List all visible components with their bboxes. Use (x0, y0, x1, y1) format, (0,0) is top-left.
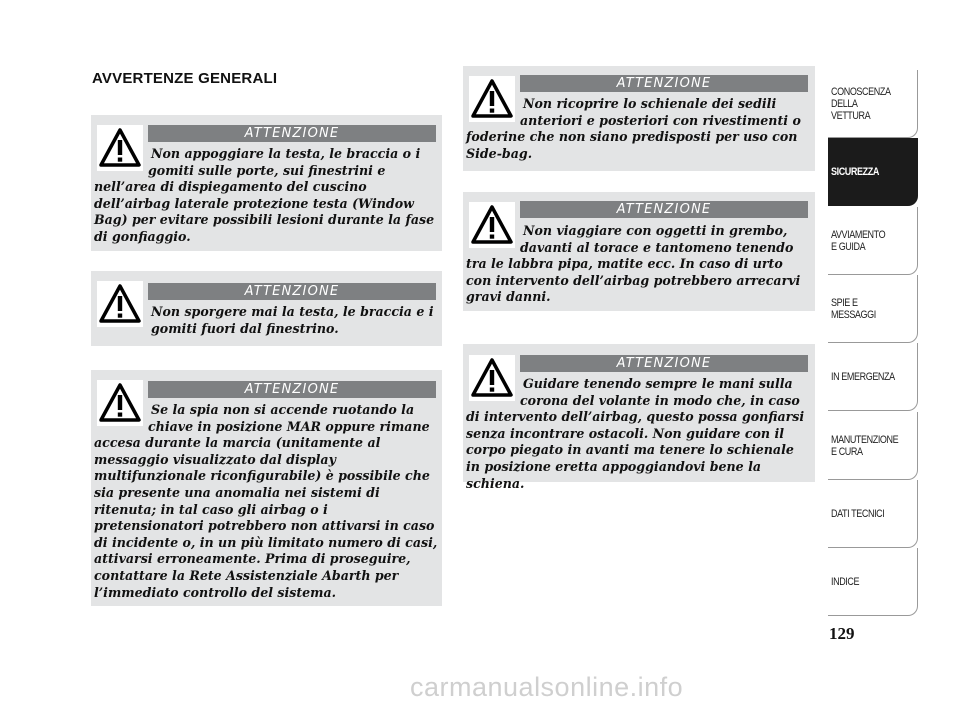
warning-box (463, 344, 815, 491)
warning-label: ATTENZIONE (520, 355, 808, 372)
warning-text-first-line: Non appoggiare la testa, le braccia o i (151, 146, 421, 161)
sidebar-tab-manutenzione-e-cura[interactable]: MANUTENZIONE E CURA (828, 412, 918, 480)
warning-label: ATTENZIONE (148, 125, 436, 142)
warning-text-first-line: Non sporgere mai la testa, le braccia e i (151, 304, 434, 319)
sidebar-tab-indice[interactable]: INDICE (828, 548, 918, 616)
warning-label: ATTENZIONE (520, 75, 808, 92)
sidebar-tab-avviamento-e-guida[interactable]: AVVIAMENTO E GUIDA (828, 207, 918, 275)
warning-text-first-line: Se la spia non si accende ruotando la (151, 402, 415, 417)
warning-text-rest: gomiti fuori dal finestrino. (151, 320, 339, 336)
warning-text (466, 96, 812, 162)
warning-text-first-line: Non ricoprire lo schienale dei sedili (523, 96, 777, 111)
warning-text (94, 146, 439, 246)
warning-text (466, 223, 812, 306)
sidebar-tab-conoscenza-della-vettura[interactable]: CONOSCENZA DELLA VETTURA (828, 70, 918, 138)
warning-text-rest: chiave in posizione MAR oppure rimane accesa durante la marcia (unitamente al messaggio visualizzato dal display multifunzionale riconfigurabile) è possibile che sia presente una anomalia nei sistemi di ritenuta; in tal caso gli airbag o i pretensionatori potrebbero non attivarsi in caso di incidente o, in un più limitato numero di casi, attivarsi erroneamente. Prima di proseguire, contattare la Rete Assistenziale Abarth per l’immediato controllo del sistema. (94, 418, 438, 600)
watermark: carmanualsonline.info (410, 672, 684, 702)
warning-text-rest: corona del volante in modo che, in caso di intervento dell’airbag, questo possa gonfiarsi senza incontrare ostacoli. Non guidare con il corpo piegato in avanti ma tenere lo schienale in posizione eretta appoggiandovi bene la schiena. (466, 392, 805, 491)
warning-text-rest: anteriori e posteriori con rivestimenti o foderine che non siano predisposti per uso con Side-bag. (466, 112, 801, 161)
warning-label: ATTENZIONE (520, 201, 808, 218)
warning-text-rest: davanti al torace e tantomeno tenendo tra le labbra pipa, matite ecc. In caso di urto con intervento dell’airbag potrebbero arrecarvi gravi danni. (466, 239, 801, 305)
warning-text-first-line: Non viaggiare con oggetti in grembo, (523, 223, 788, 238)
warning-label: ATTENZIONE (148, 283, 436, 300)
warning-label: ATTENZIONE (148, 381, 436, 398)
warning-text (466, 376, 812, 492)
warning-text (94, 402, 439, 601)
sidebar-tab-sicurezza[interactable]: SICUREZZA (828, 138, 918, 206)
page-number: 129 (829, 624, 855, 643)
warning-text-rest: gomiti sulle porte, sui finestrini e nell’area di dispiegamento del cuscino dell’airbag laterale protezione testa (Window Bag) per evitare possibili lesioni durante la fase di gonfiaggio. (94, 162, 435, 244)
warning-triangle-icon (97, 281, 143, 327)
warning-text-first-line: Guidare tenendo sempre le mani sulla (523, 376, 793, 391)
warning-box (463, 192, 815, 311)
warning-box (463, 66, 815, 171)
warning-text (151, 304, 436, 337)
sidebar-tab-spie-e-messaggi[interactable]: SPIE E MESSAGGI (828, 275, 918, 343)
warning-box (91, 370, 442, 606)
section-title: AVVERTENZE GENERALI (92, 70, 278, 87)
warning-box (91, 115, 442, 251)
sidebar-tab-dati-tecnici[interactable]: DATI TECNICI (828, 480, 918, 548)
sidebar-tab-in-emergenza[interactable]: IN EMERGENZA (828, 343, 918, 411)
warning-box (91, 271, 442, 346)
